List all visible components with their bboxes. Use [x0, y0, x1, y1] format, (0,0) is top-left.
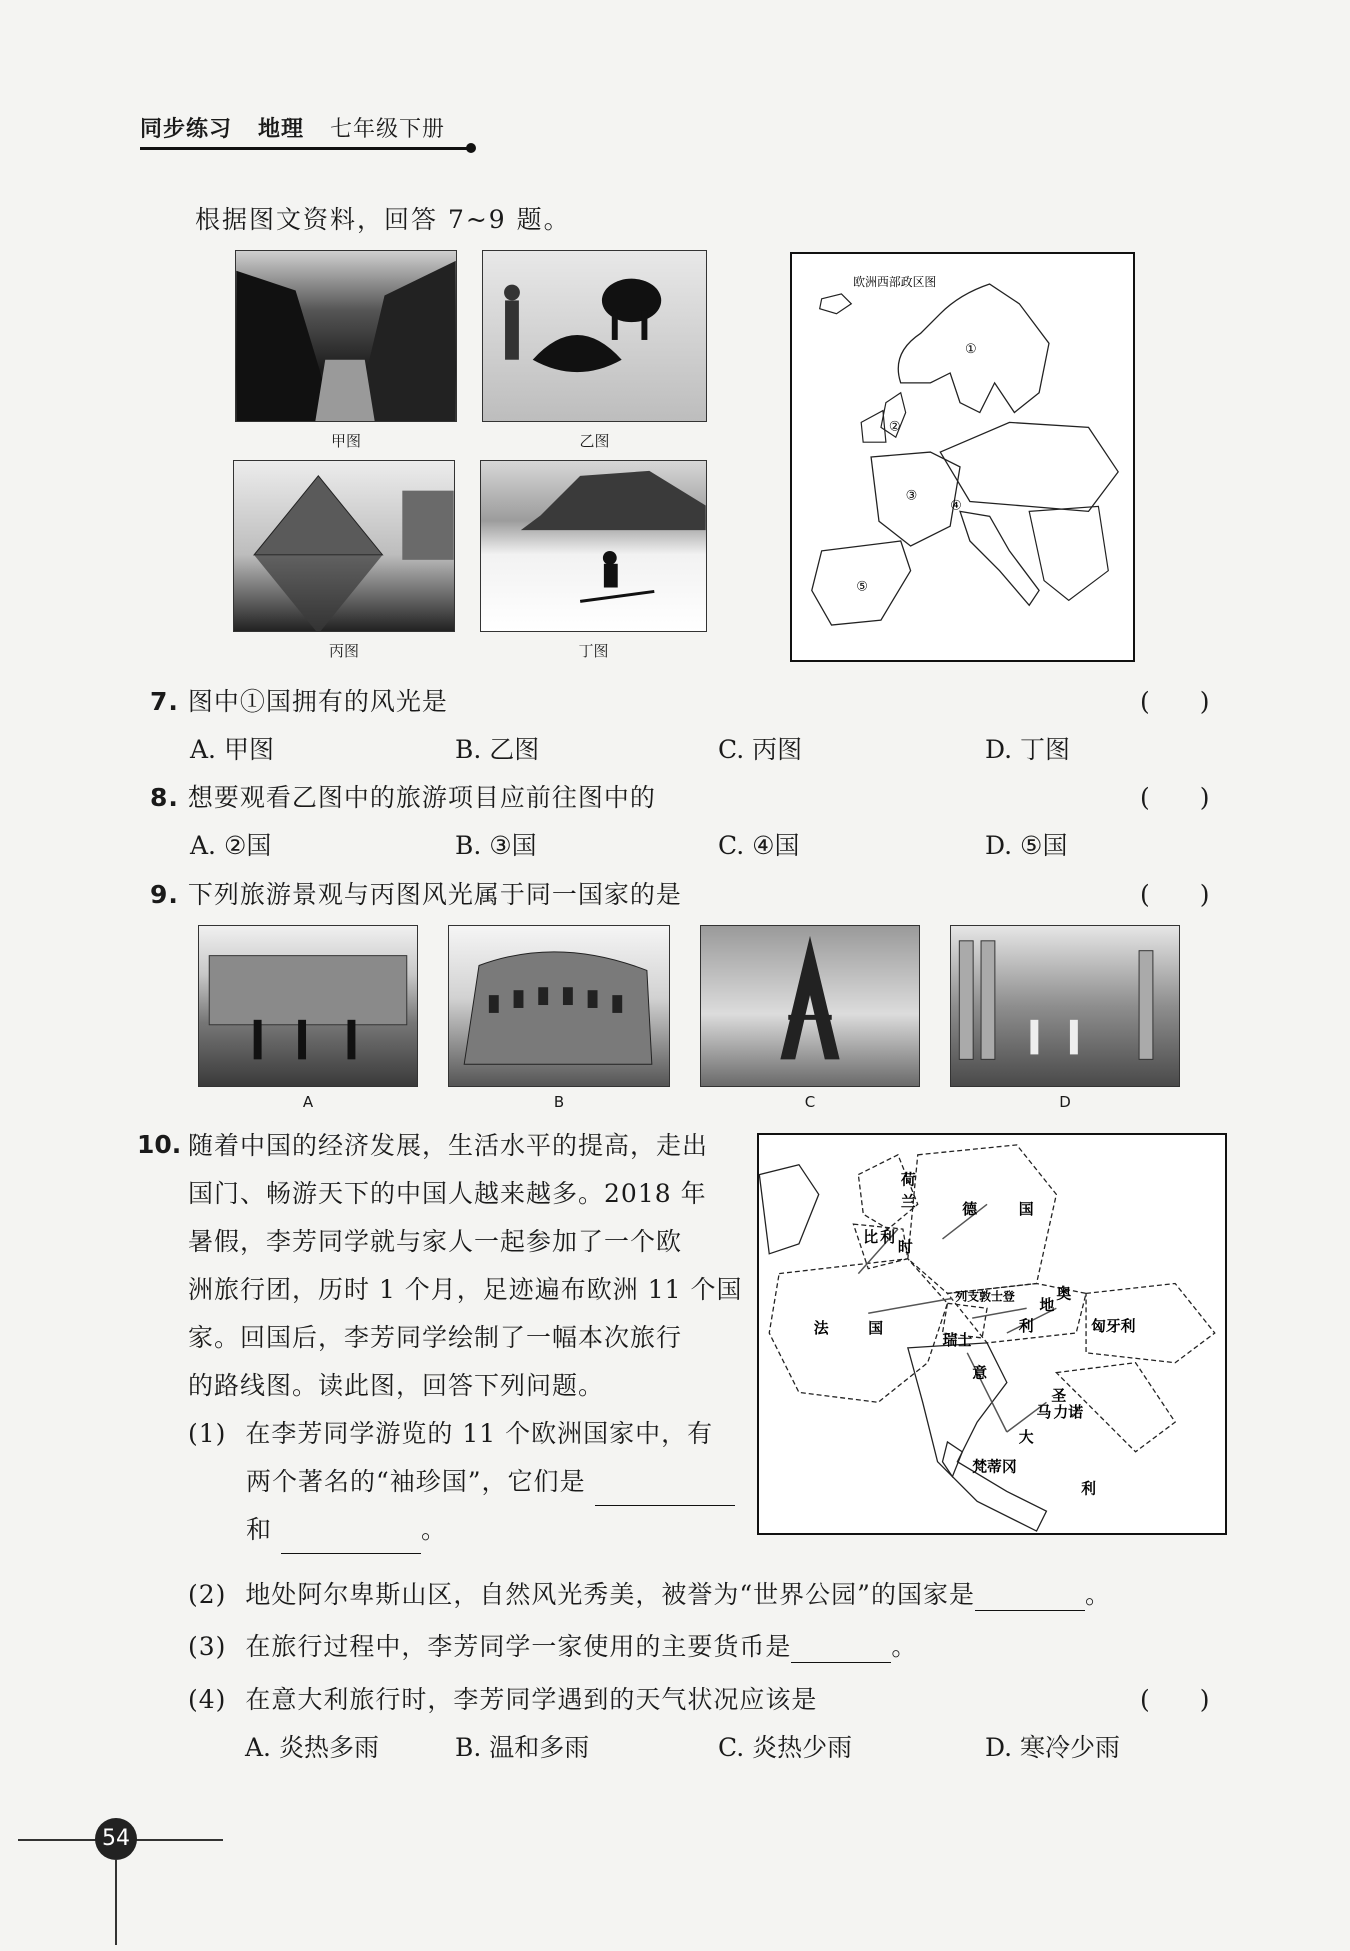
label-guo2: 国 — [868, 1319, 884, 1338]
q7-option-a[interactable]: A. 甲图 — [190, 735, 274, 764]
sub2-text: 地处阿尔卑斯山区，自然风光秀美，被誉为“世界公园”的国家是 — [245, 1580, 975, 1609]
question-7-number: 7. — [150, 687, 179, 716]
q8-option-c[interactable]: C. ④国 — [718, 831, 800, 860]
label-li1: 利 — [880, 1227, 895, 1246]
q8-option-a[interactable]: A. ②国 — [190, 831, 272, 860]
label-shi: 时 — [897, 1237, 913, 1256]
q9-caption-b: B — [553, 1093, 565, 1111]
footer-vertical-rule — [115, 1860, 117, 1945]
stem-line-4: 洲旅行团，历时 1 个月，足迹遍布欧洲 11 个国 — [188, 1275, 743, 1304]
label-di: 地 — [1039, 1296, 1055, 1315]
q9-image-b[interactable] — [448, 925, 670, 1087]
q7-option-d[interactable]: D. 丁图 — [985, 735, 1071, 764]
sub4-number: (4) — [188, 1685, 227, 1714]
fjord-image — [236, 251, 456, 421]
label-guo1: 国 — [1018, 1200, 1034, 1219]
label-vatican: 梵蒂冈 — [972, 1457, 1017, 1476]
q9-image-d[interactable] — [950, 925, 1180, 1087]
label-linuo: 力诺 — [1053, 1403, 1084, 1422]
europe-west-political-map — [790, 252, 1135, 662]
marker-2: ② — [888, 419, 901, 435]
question-10-number: 10. — [137, 1130, 182, 1159]
photo-ding — [480, 460, 707, 632]
running-header — [140, 112, 445, 143]
label-hungary: 匈牙利 — [1091, 1317, 1136, 1336]
photo-jia — [235, 250, 457, 422]
page-number: 54 — [95, 1818, 137, 1860]
stem-line-5: 家。回国后，李芳同学绘制了一幅本次旅行 — [188, 1323, 683, 1352]
sub4-option-c[interactable]: C. 炎热少雨 — [718, 1733, 853, 1762]
colosseum-image — [449, 926, 669, 1086]
route-map-drawing — [759, 1135, 1225, 1533]
sub-question-3 — [188, 1627, 917, 1663]
label-li2: 利 — [1018, 1317, 1034, 1336]
sub2-end: 。 — [1084, 1580, 1111, 1609]
q9-caption-a: A — [302, 1093, 314, 1111]
header-dot — [466, 143, 476, 153]
sub-question-2 — [188, 1575, 1111, 1611]
sub-question-1 — [188, 1410, 748, 1554]
marker-1: ① — [964, 342, 977, 358]
stem-line-6: 的路线图。读此图，回答下列问题。 — [188, 1371, 605, 1400]
question-7-answer-paren[interactable]: ( ) — [1140, 687, 1210, 716]
grade-label: 七年级下册 — [330, 117, 446, 142]
photo-yi — [482, 250, 707, 422]
caption-bing: 丙图 — [328, 642, 359, 660]
q8-option-d[interactable]: D. ⑤国 — [985, 831, 1068, 860]
sub4-answer-paren[interactable]: ( ) — [1140, 1685, 1210, 1714]
marker-4: ④ — [950, 498, 962, 514]
q9-caption-c: C — [804, 1093, 816, 1111]
sub1-end: 。 — [420, 1515, 447, 1544]
intro-text: 根据图文资料，回答 7~9 题。 — [195, 205, 571, 234]
sub4-option-d[interactable]: D. 寒冷少雨 — [985, 1733, 1121, 1762]
series-title: 同步练习 — [140, 117, 233, 142]
label-he: 荷 — [900, 1170, 916, 1189]
sub4-text: 在意大利旅行时，李芳同学遇到的天气状况应该是 — [245, 1685, 818, 1714]
label-yi: 意 — [972, 1363, 988, 1382]
label-fa: 法 — [813, 1319, 829, 1338]
question-8 — [150, 778, 656, 814]
sub4-option-b[interactable]: B. 温和多雨 — [455, 1733, 590, 1762]
marker-5: ⑤ — [856, 579, 868, 595]
sub2-number: (2) — [188, 1580, 227, 1609]
question-8-answer-paren[interactable]: ( ) — [1140, 783, 1210, 812]
question-9-text: 下列旅游景观与丙图风光属于同一国家的是 — [187, 880, 682, 909]
question-10-stem — [188, 1122, 743, 1410]
sub1-blank-2[interactable] — [281, 1526, 421, 1554]
label-bi: 比 — [863, 1227, 879, 1246]
question-9-answer-paren[interactable]: ( ) — [1140, 880, 1210, 909]
question-8-number: 8. — [150, 783, 179, 812]
label-sheng: 圣 — [1051, 1386, 1067, 1405]
label-ma: 马 — [1036, 1403, 1052, 1422]
sub1-number: (1) — [188, 1419, 227, 1448]
label-switzerland: 瑞士 — [942, 1330, 973, 1349]
sub2-blank[interactable] — [975, 1583, 1085, 1611]
caption-jia: 甲图 — [330, 432, 361, 450]
label-li4: 利 — [1081, 1479, 1096, 1498]
question-8-text: 想要观看乙图中的旅游项目应前往图中的 — [187, 783, 656, 812]
caption-ding: 丁图 — [578, 642, 609, 660]
travel-route-map — [757, 1133, 1227, 1535]
sub1-blank-1[interactable] — [595, 1478, 735, 1506]
sub3-text: 在旅行过程中，李芳同学一家使用的主要货币是 — [245, 1632, 792, 1661]
q9-image-a[interactable] — [198, 925, 418, 1087]
label-lan: 兰 — [900, 1192, 916, 1211]
q7-option-b[interactable]: B. 乙图 — [455, 735, 540, 764]
q8-option-b[interactable]: B. ③国 — [455, 831, 537, 860]
question-7 — [150, 682, 448, 718]
europe-outline — [792, 254, 1133, 660]
sub1-he: 和 — [246, 1515, 273, 1544]
q7-option-c[interactable]: C. 丙图 — [718, 735, 803, 764]
louvre-pyramid-image — [234, 461, 454, 631]
map-title: 欧洲西部政区图 — [853, 275, 937, 290]
bullfight-image — [483, 251, 706, 421]
stem-line-3: 暑假，李芳同学就与家人一起参加了一个欧 — [188, 1227, 683, 1256]
q9-caption-d: D — [1059, 1093, 1071, 1111]
question-9 — [150, 875, 682, 911]
buckingham-palace-image — [199, 926, 417, 1086]
caption-yi: 乙图 — [579, 432, 610, 450]
greek-ruins-image — [951, 926, 1179, 1086]
question-7-text: 图中①国拥有的风光是 — [187, 687, 448, 716]
sub3-blank[interactable] — [791, 1635, 891, 1663]
stem-line-2: 国门、畅游天下的中国人越来越多。2018 年 — [188, 1179, 707, 1208]
alpine-skiing-image — [481, 461, 706, 631]
question-9-number: 9. — [150, 880, 179, 909]
label-de: 德 — [962, 1200, 978, 1219]
sub3-end: 。 — [891, 1632, 918, 1661]
photo-bing — [233, 460, 455, 632]
sub3-number: (3) — [188, 1632, 227, 1661]
label-ao: 奥 — [1056, 1284, 1072, 1303]
sub1-line2: 两个著名的“袖珍国”，它们是 — [246, 1467, 586, 1496]
sub-question-4 — [188, 1680, 817, 1716]
sub4-option-a[interactable]: A. 炎热多雨 — [245, 1733, 379, 1762]
subject-title: 地理 — [258, 117, 305, 142]
header-rule — [140, 147, 470, 150]
label-liechtenstein: 列支敦士登 — [955, 1289, 1015, 1304]
label-da: 大 — [1018, 1427, 1034, 1446]
sub1-line1: 在李芳同学游览的 11 个欧洲国家中，有 — [245, 1419, 714, 1448]
q9-image-c[interactable] — [700, 925, 920, 1087]
stem-line-1: 随着中国的经济发展，生活水平的提高，走出 — [188, 1131, 709, 1160]
marker-3: ③ — [905, 488, 918, 504]
eiffel-tower-image — [701, 926, 919, 1086]
